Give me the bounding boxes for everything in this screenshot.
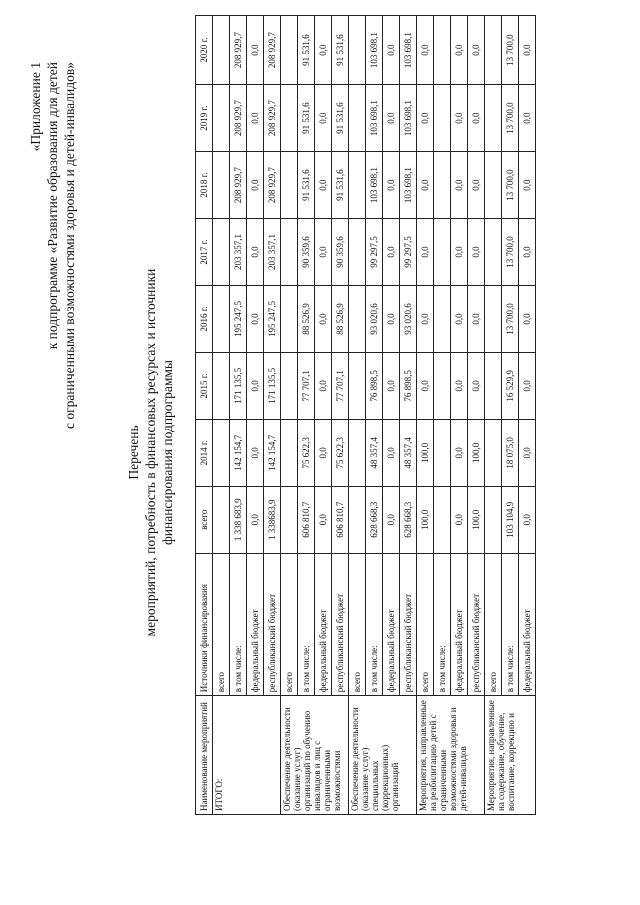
amount-cell [349, 219, 366, 286]
amount-cell [349, 152, 366, 219]
amount-cell: 0,0 [417, 219, 434, 286]
amount-cell: 0,0 [383, 152, 400, 219]
amount-cell [349, 419, 366, 486]
amount-cell [213, 352, 230, 419]
appendix-line-2: к подпрограмме «Развитие образования для детей [45, 62, 60, 350]
amount-cell [485, 219, 502, 286]
amount-cell: 103 698,1 [366, 152, 383, 219]
amount-cell: 0,0 [451, 219, 468, 286]
amount-cell: 606 810,7 [298, 486, 315, 553]
amount-cell: 91 531,6 [298, 152, 315, 219]
table-row [502, 16, 519, 815]
amount-cell: 13 700,0 [502, 219, 519, 286]
amount-cell: 171 135,5 [230, 352, 247, 419]
table-row [298, 16, 315, 815]
amount-cell: 75 622,3 [298, 419, 315, 486]
funding-source: федеральный бюджет [247, 553, 264, 696]
table-row [468, 16, 485, 815]
amount-cell: 195 247,5 [264, 285, 281, 352]
amount-cell: 0,0 [451, 85, 468, 152]
amount-cell: 0,0 [383, 285, 400, 352]
amount-cell: 90 359,6 [298, 219, 315, 286]
amount-cell: 103 698,1 [366, 85, 383, 152]
amount-cell: 0,0 [247, 352, 264, 419]
amount-cell: 0,0 [519, 152, 536, 219]
funding-source: федеральный бюджет [383, 553, 400, 696]
table-row [366, 16, 383, 815]
amount-cell [434, 219, 451, 286]
amount-cell [434, 486, 451, 553]
amount-cell: 100,0 [417, 486, 434, 553]
measure-name: Обеспечение деятельности (оказание услуг) организаций по обучению инвалидов и лиц с ограниченными возможностями [281, 696, 349, 815]
amount-cell: 0,0 [315, 486, 332, 553]
funding-source: всего [213, 553, 230, 696]
amount-cell: 0,0 [468, 219, 485, 286]
amount-cell: 99 297,5 [400, 219, 417, 286]
finance-table [195, 15, 536, 815]
amount-cell: 100,0 [468, 486, 485, 553]
amount-cell [485, 285, 502, 352]
amount-cell: 100,0 [417, 419, 434, 486]
measure-name: Мероприятия, направленные на реабилитацию детей с ограниченными возможностями здоровья и детей-инвалидов [417, 696, 485, 815]
amount-cell: 208 929,7 [264, 152, 281, 219]
table-row [315, 16, 332, 815]
table-row [247, 16, 264, 815]
amount-cell [485, 85, 502, 152]
amount-cell: 203 357,1 [230, 219, 247, 286]
amount-cell: 0,0 [315, 285, 332, 352]
amount-cell: 103 698,1 [400, 85, 417, 152]
amount-cell [281, 486, 298, 553]
amount-cell: 195 247,5 [230, 285, 247, 352]
amount-cell: 0,0 [247, 486, 264, 553]
col-header: 2015 г. [196, 352, 213, 419]
funding-source: республиканский бюджет [468, 553, 485, 696]
amount-cell [485, 152, 502, 219]
amount-cell [434, 16, 451, 85]
amount-cell: 208 929,7 [264, 16, 281, 85]
funding-source: федеральный бюджет [451, 553, 468, 696]
amount-cell [434, 419, 451, 486]
table-row [434, 16, 451, 815]
amount-cell [349, 352, 366, 419]
funding-source: всего [349, 553, 366, 696]
measure-name: Обеспечение деятельности (оказание услуг) специальных (коррекционных) организаций [349, 696, 417, 815]
amount-cell: 0,0 [451, 16, 468, 85]
amount-cell: 77 707,1 [298, 352, 315, 419]
table-row [230, 16, 247, 815]
amount-cell: 0,0 [383, 419, 400, 486]
funding-source: в том числе: [366, 553, 383, 696]
amount-cell: 0,0 [519, 486, 536, 553]
amount-cell: 0,0 [519, 285, 536, 352]
amount-cell: 208 929,7 [264, 85, 281, 152]
amount-cell: 0,0 [417, 352, 434, 419]
amount-cell: 13 700,0 [502, 16, 519, 85]
table-row [264, 16, 281, 815]
funding-source: республиканский бюджет [264, 553, 281, 696]
amount-cell: 0,0 [417, 152, 434, 219]
amount-cell: 90 359,6 [332, 219, 349, 286]
amount-cell: 0,0 [247, 219, 264, 286]
col-header: Наименование мероприятий [196, 696, 213, 815]
amount-cell: 171 135,5 [264, 352, 281, 419]
amount-cell: 91 531,6 [332, 152, 349, 219]
amount-cell: 0,0 [315, 85, 332, 152]
amount-cell [281, 16, 298, 85]
amount-cell: 0,0 [315, 419, 332, 486]
amount-cell: 0,0 [468, 152, 485, 219]
amount-cell: 0,0 [247, 16, 264, 85]
amount-cell: 0,0 [315, 152, 332, 219]
amount-cell: 142 154,7 [264, 419, 281, 486]
table-row [519, 16, 536, 815]
amount-cell: 103 698,1 [400, 16, 417, 85]
col-header: 2018 г. [196, 152, 213, 219]
col-header: всего [196, 486, 213, 553]
amount-cell: 0,0 [315, 352, 332, 419]
amount-cell [349, 285, 366, 352]
amount-cell: 99 297,5 [366, 219, 383, 286]
amount-cell [485, 352, 502, 419]
amount-cell: 0,0 [417, 85, 434, 152]
amount-cell: 0,0 [383, 16, 400, 85]
amount-cell [485, 419, 502, 486]
amount-cell [281, 352, 298, 419]
amount-cell: 77 707,1 [332, 352, 349, 419]
amount-cell: 203 357,1 [264, 219, 281, 286]
amount-cell: 0,0 [519, 16, 536, 85]
amount-cell: 0,0 [451, 419, 468, 486]
amount-cell: 0,0 [451, 285, 468, 352]
funding-source: федеральный бюджет [519, 553, 536, 696]
table-row [332, 16, 349, 815]
header-row [196, 16, 213, 815]
amount-cell: 0,0 [315, 16, 332, 85]
funding-source: республиканский бюджет [332, 553, 349, 696]
amount-cell: 93 020,6 [366, 285, 383, 352]
amount-cell [213, 85, 230, 152]
funding-source: республиканский бюджет [400, 553, 417, 696]
amount-cell: 0,0 [519, 419, 536, 486]
amount-cell [485, 16, 502, 85]
amount-cell: 142 154,7 [230, 419, 247, 486]
amount-cell: 91 531,6 [298, 85, 315, 152]
amount-cell: 0,0 [451, 352, 468, 419]
col-header: 2017 г. [196, 219, 213, 286]
page-title: Перечень [126, 425, 141, 480]
amount-cell: 91 531,6 [298, 16, 315, 85]
table-row [213, 16, 230, 815]
amount-cell [281, 85, 298, 152]
amount-cell: 0,0 [468, 16, 485, 85]
amount-cell: 75 622,3 [332, 419, 349, 486]
amount-cell: 0,0 [383, 352, 400, 419]
amount-cell: 208 929,7 [230, 152, 247, 219]
amount-cell: 0,0 [468, 352, 485, 419]
amount-cell: 13 700,0 [502, 285, 519, 352]
amount-cell: 13 700,0 [502, 152, 519, 219]
amount-cell: 91 531,6 [332, 85, 349, 152]
amount-cell [349, 486, 366, 553]
page-subtitle-1: мероприятий, потребность в финансовых ресурсах и источники [143, 268, 158, 637]
funding-source: всего [281, 553, 298, 696]
amount-cell [213, 419, 230, 486]
col-header: 2019 г. [196, 85, 213, 152]
table-row [451, 16, 468, 815]
amount-cell [213, 152, 230, 219]
amount-cell: 0,0 [451, 152, 468, 219]
amount-cell: 91 531,6 [332, 16, 349, 85]
funding-source: в том числе: [298, 553, 315, 696]
amount-cell: 0,0 [383, 85, 400, 152]
funding-source: в том числе: [434, 553, 451, 696]
table-row [417, 16, 434, 815]
table-row [349, 16, 366, 815]
amount-cell: 76 898,5 [400, 352, 417, 419]
amount-cell: 606 810,7 [332, 486, 349, 553]
amount-cell: 0,0 [383, 219, 400, 286]
amount-cell: 0,0 [417, 285, 434, 352]
amount-cell: 1 338 683,9 [230, 486, 247, 553]
amount-cell: 0,0 [519, 85, 536, 152]
amount-cell: 103 104,9 [502, 486, 519, 553]
amount-cell [434, 352, 451, 419]
amount-cell: 103 698,1 [400, 152, 417, 219]
amount-cell: 0,0 [247, 419, 264, 486]
funding-source: федеральный бюджет [315, 553, 332, 696]
amount-cell: 18 075,0 [502, 419, 519, 486]
amount-cell [434, 152, 451, 219]
table-row [400, 16, 417, 815]
col-header: 2020 г. [196, 16, 213, 85]
amount-cell: 103 698,1 [366, 16, 383, 85]
amount-cell: 13 700,0 [502, 85, 519, 152]
amount-cell: 76 898,5 [366, 352, 383, 419]
funding-source: в том числе: [230, 553, 247, 696]
amount-cell: 0,0 [417, 16, 434, 85]
amount-cell: 1 338683,9 [264, 486, 281, 553]
amount-cell: 48 357,4 [366, 419, 383, 486]
amount-cell: 0,0 [519, 352, 536, 419]
amount-cell: 628 668,3 [366, 486, 383, 553]
amount-cell: 93 020,6 [400, 285, 417, 352]
amount-cell: 48 357,4 [400, 419, 417, 486]
amount-cell: 0,0 [519, 219, 536, 286]
amount-cell [349, 16, 366, 85]
table-row [485, 16, 502, 815]
amount-cell [213, 219, 230, 286]
amount-cell: 88 526,9 [332, 285, 349, 352]
amount-cell: 0,0 [468, 285, 485, 352]
col-header: Источники финансирования [196, 553, 213, 696]
amount-cell [349, 85, 366, 152]
amount-cell [281, 219, 298, 286]
amount-cell: 0,0 [383, 486, 400, 553]
amount-cell [281, 152, 298, 219]
amount-cell: 88 526,9 [298, 285, 315, 352]
amount-cell: 0,0 [451, 486, 468, 553]
amount-cell: 0,0 [315, 219, 332, 286]
amount-cell: 0,0 [247, 152, 264, 219]
funding-source: всего [417, 553, 434, 696]
funding-source: в том числе: [502, 553, 519, 696]
measure-name: Мероприятия, направленные на содержание, обучение, воспитание, коррекцию и [485, 696, 536, 815]
amount-cell: 0,0 [468, 85, 485, 152]
amount-cell [434, 285, 451, 352]
amount-cell [485, 486, 502, 553]
col-header: 2014 г. [196, 419, 213, 486]
amount-cell: 0,0 [247, 85, 264, 152]
appendix-line-1: «Приложение 1 [28, 62, 43, 152]
amount-cell: 100,0 [468, 419, 485, 486]
appendix-line-3: с ограниченными возможностями здоровья и детей-инвалидов» [62, 62, 77, 429]
amount-cell: 16 529,9 [502, 352, 519, 419]
amount-cell: 0,0 [247, 285, 264, 352]
amount-cell [281, 419, 298, 486]
funding-source: всего [485, 553, 502, 696]
amount-cell: 628 668,3 [400, 486, 417, 553]
page-subtitle-2: финансирования подпрограммы [160, 360, 175, 545]
measure-name: ИТОГО: [213, 696, 281, 815]
amount-cell [213, 486, 230, 553]
amount-cell [434, 85, 451, 152]
table-row [281, 16, 298, 815]
amount-cell: 208 929,7 [230, 16, 247, 85]
amount-cell: 208 929,7 [230, 85, 247, 152]
table-row [383, 16, 400, 815]
col-header: 2016 г. [196, 285, 213, 352]
amount-cell [213, 285, 230, 352]
amount-cell [213, 16, 230, 85]
amount-cell [281, 285, 298, 352]
